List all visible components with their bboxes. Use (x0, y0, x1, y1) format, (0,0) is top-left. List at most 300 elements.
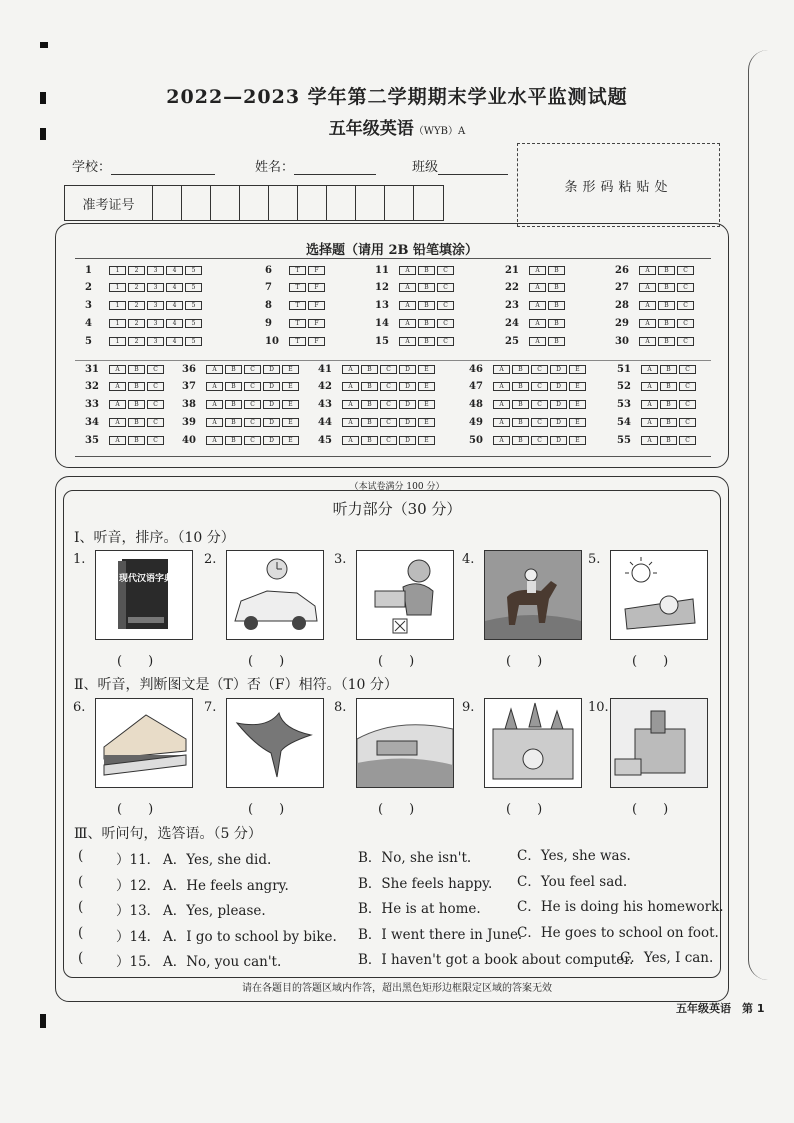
answer-bubble[interactable]: 4 (166, 319, 183, 328)
question-row (85, 433, 166, 447)
exam-id-cell[interactable] (240, 186, 269, 220)
answer-bubble[interactable]: A (639, 301, 656, 310)
question-row (182, 398, 301, 412)
answer-bubble[interactable]: E (569, 418, 586, 427)
exam-id-cell[interactable] (211, 186, 240, 220)
answer-bubble[interactable]: B (548, 337, 565, 346)
exam-id-cell[interactable] (385, 186, 414, 220)
answer-bubble[interactable]: C (437, 301, 454, 310)
answer-bubble[interactable]: C (147, 418, 164, 427)
answer-bubble[interactable]: C (437, 283, 454, 292)
answer-bubble[interactable]: E (569, 382, 586, 391)
listening-title: 听力部分（30 分） (332, 500, 462, 518)
answer-bubble[interactable]: B (512, 382, 529, 391)
question-number: 48 (469, 399, 483, 411)
answer-bubble[interactable]: A (493, 365, 510, 374)
exam-id-cell[interactable] (327, 186, 356, 220)
answer-bubble[interactable]: C (244, 418, 261, 427)
answer-bubble[interactable]: B (658, 337, 675, 346)
answer-bubble[interactable]: E (569, 365, 586, 374)
question-number: 54 (617, 416, 631, 428)
answer-bubble[interactable]: 5 (185, 266, 202, 275)
question-row (469, 362, 588, 376)
answer-bubble[interactable]: T (289, 283, 306, 292)
answer-bubble[interactable]: A (641, 382, 658, 391)
answer-bubble[interactable]: D (263, 436, 280, 445)
question-number: 3. (334, 552, 347, 567)
answer-bubble[interactable]: B (660, 382, 677, 391)
answer-bubble[interactable]: C (679, 418, 696, 427)
answer-bubble[interactable]: T (289, 266, 306, 275)
answer-bubble[interactable]: A (639, 337, 656, 346)
answer-bubble[interactable]: E (282, 436, 299, 445)
question-number: 37 (182, 381, 196, 393)
answer-bubble[interactable]: A (399, 301, 416, 310)
question-number: 28 (615, 300, 629, 312)
answer-bubble[interactable]: F (308, 266, 325, 275)
exam-id-label: 准考证号 (65, 186, 153, 220)
answer-bubble[interactable]: C (437, 266, 454, 275)
answer-bubble[interactable]: C (679, 400, 696, 409)
answer-bubble[interactable]: C (531, 418, 548, 427)
question-number: 53 (617, 399, 631, 411)
answer-bubble[interactable]: A (342, 436, 359, 445)
answer-bubble[interactable]: B (658, 319, 675, 328)
question-row (615, 263, 696, 277)
answer-bubble[interactable]: 3 (147, 301, 164, 310)
question-row (375, 281, 456, 295)
answer-bubble[interactable]: F (308, 283, 325, 292)
answer-bubble[interactable]: D (263, 365, 280, 374)
answer-bubble[interactable]: B (660, 400, 677, 409)
answer-paren[interactable]: ( (78, 848, 84, 864)
answer-bubble[interactable]: C (380, 436, 397, 445)
answer-bubble[interactable]: 4 (166, 283, 183, 292)
answer-bubble[interactable]: B (128, 382, 145, 391)
question-number: 43 (318, 399, 332, 411)
answer-bubble[interactable]: 1 (109, 266, 126, 275)
answer-bubble[interactable]: B (361, 400, 378, 409)
question-row (375, 334, 456, 348)
girl-writing-image (356, 550, 454, 640)
answer-bubble[interactable]: E (418, 436, 435, 445)
alignment-mark (40, 42, 48, 48)
answer-bubble[interactable]: D (263, 382, 280, 391)
option-b: B．She feels happy. (358, 875, 493, 892)
svg-text:现代汉语字典: 现代汉语字典 (118, 574, 174, 584)
answer-bubble[interactable]: B (418, 319, 435, 328)
question-row (505, 299, 567, 313)
question-number: 40 (182, 434, 196, 446)
answer-bubble[interactable]: B (128, 418, 145, 427)
answer-bubble[interactable]: A (109, 382, 126, 391)
answer-bubble[interactable]: 5 (185, 301, 202, 310)
answer-bubble[interactable]: D (263, 418, 280, 427)
question-row (85, 362, 166, 376)
question-row (85, 316, 204, 330)
answer-bubble[interactable]: B (548, 301, 565, 310)
answer-bubble[interactable]: C (679, 365, 696, 374)
question-number: 1 (85, 264, 92, 276)
answer-bubble[interactable]: C (380, 400, 397, 409)
answer-bubble[interactable]: C (531, 436, 548, 445)
answer-bubble[interactable]: B (225, 382, 242, 391)
answer-bubble[interactable]: A (109, 365, 126, 374)
car-clock-image (226, 550, 324, 640)
answer-bubble[interactable]: A (109, 436, 126, 445)
answer-bubble[interactable]: B (658, 266, 675, 275)
answer-bubble[interactable]: B (361, 418, 378, 427)
answer-bubble[interactable]: 2 (128, 283, 145, 292)
answer-bubble[interactable]: A (639, 283, 656, 292)
answer-bubble[interactable]: 3 (147, 283, 164, 292)
question-number: 34 (85, 416, 99, 428)
answer-bubble[interactable]: E (282, 365, 299, 374)
sleeping-boy-image (610, 550, 708, 640)
question-number: 6 (265, 264, 272, 276)
answer-paren[interactable]: ( (78, 924, 84, 941)
answer-bubble[interactable]: A (641, 365, 658, 374)
answer-bubble[interactable]: C (437, 337, 454, 346)
answer-bubble[interactable]: A (641, 418, 658, 427)
page-label: 五年级英语 第 1 (676, 1002, 765, 1015)
question-row (617, 362, 698, 376)
answer-bubble[interactable]: C (244, 436, 261, 445)
answer-bubble[interactable]: B (418, 337, 435, 346)
exam-id-cell[interactable] (182, 186, 211, 220)
option-b: B．He is at home. (358, 901, 481, 917)
answer-paren[interactable]: ( ) (117, 654, 154, 669)
answer-bubble[interactable]: A (641, 436, 658, 445)
answer-bubble[interactable]: C (677, 301, 694, 310)
question-row (85, 263, 204, 277)
answer-bubble[interactable]: A (399, 283, 416, 292)
answer-bubble[interactable]: A (493, 400, 510, 409)
answer-bubble[interactable]: E (569, 400, 586, 409)
answer-bubble[interactable]: C (679, 436, 696, 445)
part3-title: Ⅲ、听问句，选答语。（5 分） (74, 826, 262, 842)
answer-bubble[interactable]: A (109, 400, 126, 409)
question-row (265, 334, 327, 348)
answer-bubble[interactable]: B (658, 301, 675, 310)
answer-bubble[interactable]: C (679, 382, 696, 391)
exam-id-cell[interactable] (356, 186, 385, 220)
answer-bubble[interactable]: F (308, 301, 325, 310)
answer-bubble[interactable]: D (399, 418, 416, 427)
answer-bubble[interactable]: 3 (147, 266, 164, 275)
option-a: A．Yes, please. (163, 903, 266, 919)
answer-bubble[interactable]: D (399, 436, 416, 445)
answer-bubble[interactable]: A (206, 418, 223, 427)
answer-bubble[interactable]: C (677, 337, 694, 346)
answer-bubble[interactable]: B (225, 400, 242, 409)
boy-on-horse-image (484, 550, 582, 640)
answer-bubble[interactable]: D (550, 400, 567, 409)
answer-bubble[interactable]: A (493, 436, 510, 445)
answer-bubble[interactable]: 3 (147, 337, 164, 346)
question-number: 42 (318, 381, 332, 393)
question-number: 5 (85, 335, 92, 347)
answer-bubble[interactable]: A (206, 400, 223, 409)
answer-bubble[interactable]: T (289, 337, 306, 346)
answer-bubble[interactable]: B (418, 283, 435, 292)
answer-bubble[interactable]: E (418, 382, 435, 391)
question-number: 1. (73, 552, 86, 567)
answer-bubble[interactable]: A (399, 319, 416, 328)
answer-bubble[interactable]: C (437, 319, 454, 328)
answer-bubble[interactable]: B (660, 365, 677, 374)
answer-bubble[interactable]: E (418, 365, 435, 374)
question-number: 7 (265, 282, 272, 294)
answer-bubble[interactable]: 1 (109, 319, 126, 328)
answer-bubble[interactable]: B (658, 283, 675, 292)
answer-paren[interactable]: ( ) (248, 802, 285, 817)
answer-bubble[interactable]: 5 (185, 319, 202, 328)
answer-bubble[interactable]: A (342, 400, 359, 409)
question-row (375, 316, 456, 330)
answer-bubble[interactable]: T (289, 301, 306, 310)
answer-bubble[interactable]: C (677, 319, 694, 328)
answer-bubble[interactable]: B (660, 418, 677, 427)
answer-bubble[interactable]: 2 (128, 266, 145, 275)
answer-paren[interactable]: ( ) (117, 802, 154, 817)
exam-id-cell[interactable] (153, 186, 182, 220)
answer-bubble[interactable]: A (529, 266, 546, 275)
option-c: C．You feel sad. (517, 873, 628, 890)
question-number: 10. (588, 700, 609, 715)
answer-bubble[interactable]: F (308, 319, 325, 328)
answer-bubble[interactable]: C (244, 400, 261, 409)
village-image (356, 698, 454, 788)
answer-bubble[interactable]: D (550, 382, 567, 391)
answer-bubble[interactable]: C (147, 365, 164, 374)
question-row (615, 316, 696, 330)
answer-bubble[interactable]: B (225, 418, 242, 427)
answer-paren[interactable]: ( ) (506, 654, 543, 669)
question-number: ）14． (116, 928, 161, 945)
answer-bubble[interactable]: E (418, 418, 435, 427)
answer-bubble[interactable]: B (548, 319, 565, 328)
answer-paren[interactable]: ( ) (248, 654, 285, 669)
answer-bubble[interactable]: B (225, 436, 242, 445)
answer-bubble[interactable]: E (282, 400, 299, 409)
question-number: 8. (334, 700, 347, 715)
answer-bubble[interactable]: B (128, 400, 145, 409)
question-row (505, 334, 567, 348)
answer-bubble[interactable]: A (206, 382, 223, 391)
answer-bubble[interactable]: B (512, 365, 529, 374)
question-number: 23 (505, 300, 519, 312)
answer-bubble[interactable]: C (380, 365, 397, 374)
option-b: B．No, she isn't. (358, 850, 472, 866)
answer-paren[interactable]: ( (78, 873, 84, 890)
question-row (85, 380, 166, 394)
answer-bubble[interactable]: C (244, 382, 261, 391)
question-row (318, 398, 437, 412)
answer-bubble[interactable]: B (128, 365, 145, 374)
answer-bubble[interactable]: A (206, 436, 223, 445)
answer-bubble[interactable]: C (531, 400, 548, 409)
answer-bubble[interactable]: A (639, 319, 656, 328)
question-number: 41 (318, 363, 332, 375)
question-number: 22 (505, 282, 519, 294)
answer-bubble[interactable]: E (282, 418, 299, 427)
question-row (85, 299, 204, 313)
question-number: 5. (588, 552, 601, 567)
answer-bubble[interactable]: D (263, 400, 280, 409)
question-row (182, 362, 301, 376)
exam-id-cell[interactable] (414, 186, 443, 220)
answer-bubble[interactable]: A (342, 382, 359, 391)
answer-bubble[interactable]: E (569, 436, 586, 445)
question-number: 30 (615, 335, 629, 347)
answer-bubble[interactable]: A (206, 365, 223, 374)
answer-bubble[interactable]: D (550, 418, 567, 427)
answer-bubble[interactable]: A (529, 301, 546, 310)
answer-bubble[interactable]: A (529, 319, 546, 328)
answer-paren[interactable]: ( ) (378, 802, 415, 817)
answer-bubble[interactable]: C (531, 365, 548, 374)
answer-bubble[interactable]: A (641, 400, 658, 409)
barcode-area: 条形码粘贴处 (517, 143, 720, 227)
answer-bubble[interactable]: 1 (109, 337, 126, 346)
answer-bubble[interactable]: B (361, 436, 378, 445)
answer-bubble[interactable]: B (418, 301, 435, 310)
answer-bubble[interactable]: C (677, 283, 694, 292)
footer-warning: 请在各题目的答题区域内作答，超出黑色矩形边框限定区域的答案无效 (242, 983, 552, 994)
question-row (318, 433, 437, 447)
exam-id-cell[interactable] (298, 186, 327, 220)
answer-bubble[interactable]: A (529, 337, 546, 346)
answer-bubble[interactable]: A (529, 283, 546, 292)
divider (75, 258, 711, 259)
answer-bubble[interactable]: 4 (166, 337, 183, 346)
dictionary-image (95, 550, 193, 640)
answer-bubble[interactable]: B (361, 382, 378, 391)
kite-image (226, 698, 324, 788)
answer-bubble[interactable]: D (399, 365, 416, 374)
answer-bubble[interactable]: A (399, 337, 416, 346)
question-number: 51 (617, 363, 631, 375)
answer-bubble[interactable]: A (399, 266, 416, 275)
question-number: 3 (85, 300, 92, 312)
answer-bubble[interactable]: C (380, 382, 397, 391)
answer-bubble[interactable]: D (399, 382, 416, 391)
question-number: 39 (182, 416, 196, 428)
exam-id-cell[interactable] (269, 186, 298, 220)
option-a: A．No, you can't. (163, 954, 282, 970)
answer-bubble[interactable]: C (147, 436, 164, 445)
question-number: 8 (265, 300, 272, 312)
answer-bubble[interactable]: B (548, 283, 565, 292)
part2-title: Ⅱ、听音，判断图文是（T）否（F）相符。（10 分） (74, 677, 398, 693)
question-number: 55 (617, 434, 631, 446)
answer-bubble[interactable]: D (399, 400, 416, 409)
answer-paren[interactable]: ( (78, 950, 84, 966)
answer-bubble[interactable]: 4 (166, 266, 183, 275)
question-number: 36 (182, 363, 196, 375)
question-number: 9 (265, 317, 272, 329)
answer-paren[interactable]: ( ) (378, 654, 415, 669)
question-number: ）12． (116, 877, 161, 894)
question-row (85, 398, 166, 412)
answer-paren[interactable]: ( ) (632, 654, 669, 669)
answer-bubble[interactable]: B (128, 436, 145, 445)
answer-paren[interactable]: ( ) (506, 802, 543, 817)
answer-bubble[interactable]: A (342, 418, 359, 427)
answer-bubble[interactable]: T (289, 319, 306, 328)
answer-paren[interactable]: ( (78, 899, 84, 915)
option-a: A．Yes, she did. (163, 852, 272, 868)
question-number: 15 (375, 335, 389, 347)
name-field[interactable]: 姓名： (255, 156, 376, 175)
answer-paren[interactable]: ( ) (632, 802, 669, 817)
answer-bubble[interactable]: B (548, 266, 565, 275)
question-number: 6. (73, 700, 86, 715)
answer-bubble[interactable]: C (531, 382, 548, 391)
question-number: 35 (85, 434, 99, 446)
exam-id-grid[interactable] (64, 185, 444, 221)
question-number: 38 (182, 399, 196, 411)
answer-bubble[interactable]: 2 (128, 319, 145, 328)
question-row (617, 415, 698, 429)
question-number: 12 (375, 282, 389, 294)
question-row (375, 263, 456, 277)
answer-bubble[interactable]: 4 (166, 301, 183, 310)
answer-bubble[interactable]: F (308, 337, 325, 346)
answer-bubble[interactable]: C (244, 365, 261, 374)
answer-bubble[interactable]: D (550, 436, 567, 445)
answer-bubble[interactable]: B (512, 436, 529, 445)
answer-bubble[interactable]: E (418, 400, 435, 409)
answer-bubble[interactable]: B (512, 418, 529, 427)
answer-bubble[interactable]: 2 (128, 301, 145, 310)
answer-bubble[interactable]: C (147, 382, 164, 391)
answer-bubble[interactable]: A (493, 382, 510, 391)
answer-bubble[interactable]: E (282, 382, 299, 391)
class-field[interactable]: 班级 (412, 156, 508, 175)
question-row (182, 415, 301, 429)
answer-bubble[interactable]: 2 (128, 337, 145, 346)
answer-bubble[interactable]: A (109, 418, 126, 427)
answer-bubble[interactable]: 5 (185, 337, 202, 346)
question-number: 46 (469, 363, 483, 375)
answer-bubble[interactable]: 3 (147, 319, 164, 328)
answer-bubble[interactable]: A (639, 266, 656, 275)
answer-bubble[interactable]: 5 (185, 283, 202, 292)
sandwich-image (95, 698, 193, 788)
question-number: 33 (85, 399, 99, 411)
question-row (265, 299, 327, 313)
school-field[interactable]: 学校： (72, 156, 215, 175)
answer-bubble[interactable]: B (660, 436, 677, 445)
answer-bubble[interactable]: C (380, 418, 397, 427)
answer-bubble[interactable]: A (493, 418, 510, 427)
answer-bubble[interactable]: 1 (109, 283, 126, 292)
question-row (505, 316, 567, 330)
answer-bubble[interactable]: D (550, 365, 567, 374)
answer-bubble[interactable]: B (512, 400, 529, 409)
answer-bubble[interactable]: B (418, 266, 435, 275)
answer-bubble[interactable]: C (147, 400, 164, 409)
answer-bubble[interactable]: B (361, 365, 378, 374)
question-row (318, 380, 437, 394)
answer-bubble[interactable]: B (225, 365, 242, 374)
answer-bubble[interactable]: 1 (109, 301, 126, 310)
answer-bubble[interactable]: A (342, 365, 359, 374)
question-row (469, 398, 588, 412)
answer-bubble[interactable]: C (677, 266, 694, 275)
